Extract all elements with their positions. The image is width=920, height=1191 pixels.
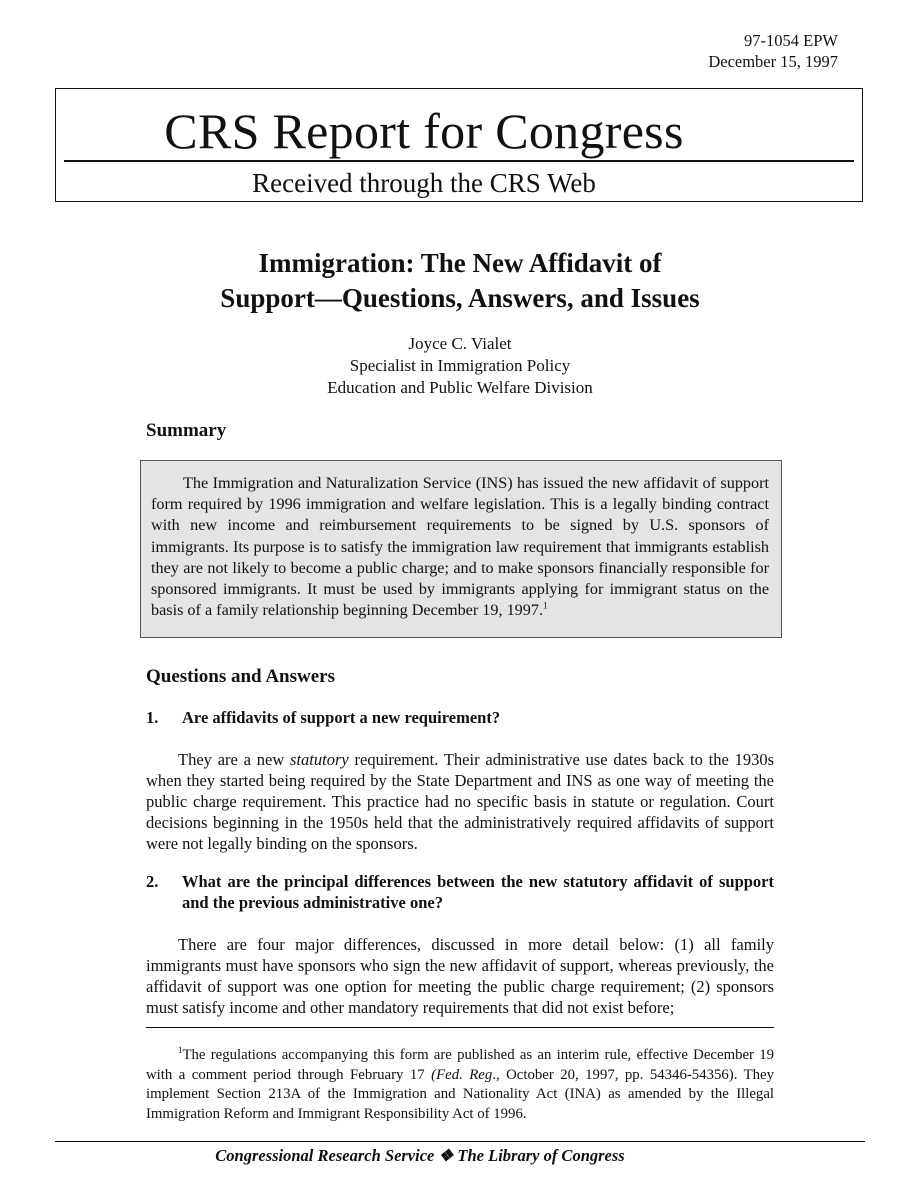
answer-1-emphasis: statutory <box>290 750 349 769</box>
masthead-subtitle: Received through the CRS Web <box>252 168 596 198</box>
summary-box <box>140 460 782 638</box>
footnote-citation: (Fed. Reg <box>431 1066 493 1083</box>
answer-1-rest: requirement. Their administrative use dates back to the 1930s when they started being required by the State Department and INS as one way of meeting the public charge requirement. This practice had no specific basis in statute or regulation. Court decisions beginning in the 1950s held that the administratively required affidavits of support were not legally binding on the sponsors. <box>146 750 774 853</box>
author-name: Joyce C. Vialet <box>408 334 512 353</box>
footnote-text-rest: ., October 20, 1997, pp. 54346-54356). They implement Section 213A of the Immigration and Nationality Act (INA) as amended by the Illegal Immigration Reform and Immigrant Responsibility Act of 1996. <box>146 1066 774 1122</box>
question-1-text: Are affidavits of support a new requirement? <box>182 708 501 727</box>
author-title: Specialist in Immigration Policy <box>349 356 571 375</box>
footnote-text-start: The regulations accompanying this form are published as an interim rule, effective December 19 with a comment period through February 17 <box>146 1047 774 1083</box>
masthead-rule <box>64 160 854 162</box>
summary-body: The Immigration and Naturalization Service (INS) has issued the new affidavit of support form required by 1996 immigration and welfare legislation. This is a legally binding contract with new income and reimbursement requirements to be signed by U.S. sponsors of immigrants. Its purpose is to satisfy the immigration law requirement that immigrants establish they are not likely to become a public charge; and to make sponsors financially responsible for sponsored immigrants. It must be used by immigrants applying for immigrant status on the basis of a family relationship beginning December 19, 1997. <box>151 474 769 620</box>
summary-footnote-marker[interactable]: 1 <box>543 600 548 611</box>
answer-2: There are four major differences, discussed in more detail below: (1) all family immigrants must have sponsors who sign the new affidavit of support, whereas previously, the affidavit of support was one option for meeting the public charge requirement; (2) sponsors must satisfy income and other mandatory requirements that did not exist before; <box>146 935 774 1017</box>
footnote-1 <box>146 1046 774 1124</box>
document-title <box>140 246 780 316</box>
author-byline <box>140 333 780 399</box>
document-title-line1: Immigration: The New Affidavit of <box>258 248 662 278</box>
summary-heading: Summary <box>146 420 227 441</box>
qa-heading: Questions and Answers <box>146 666 335 687</box>
report-date: December 15, 1997 <box>708 52 838 71</box>
question-2-text: What are the principal differences between the new statutory affidavit of support and the previous administrative one? <box>182 872 774 912</box>
question-2 <box>146 871 774 913</box>
masthead-title: CRS Report for Congress <box>164 103 684 159</box>
footnote-marker: 1 <box>178 1045 183 1056</box>
question-1 <box>146 707 774 728</box>
footnote-divider <box>146 1027 774 1028</box>
summary-text <box>151 473 769 621</box>
question-2-number: 2. <box>146 872 159 891</box>
answer-1-start: They are a new <box>178 750 291 769</box>
report-number: 97-1054 EPW <box>744 31 838 50</box>
page-footer: Congressional Research Service ❖ The Library of Congress <box>215 1146 625 1165</box>
report-identifier <box>708 30 838 72</box>
masthead-box <box>55 88 863 202</box>
answer-1 <box>146 749 774 854</box>
question-1-number: 1. <box>146 708 159 727</box>
author-division: Education and Public Welfare Division <box>327 378 593 397</box>
document-title-line2: Support—Questions, Answers, and Issues <box>220 283 700 313</box>
footer-rule <box>55 1141 865 1142</box>
